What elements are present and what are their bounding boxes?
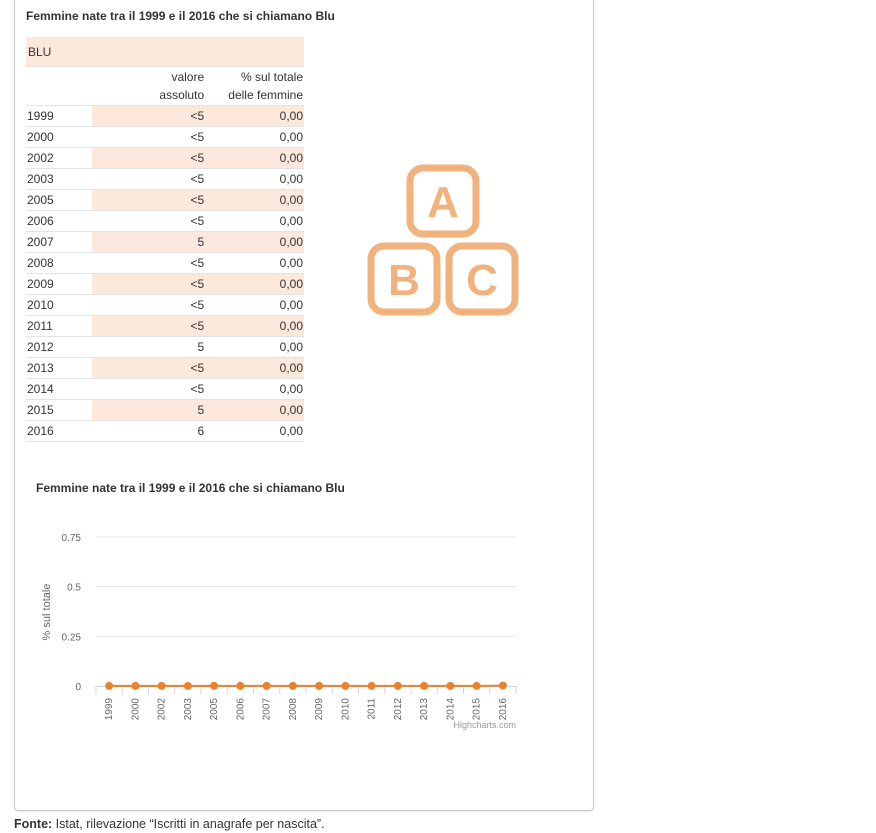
table-row: [26, 211, 304, 232]
table-row: [26, 148, 304, 169]
year-cell: 2010: [26, 295, 92, 316]
value-cell: <5: [92, 274, 210, 295]
y-tick-label: 0.75: [61, 533, 81, 544]
value-cell: <5: [92, 379, 210, 400]
x-tick-label: 2000: [130, 698, 142, 721]
year-cell: 2012: [26, 337, 92, 358]
data-point[interactable]: [315, 682, 323, 690]
value-cell: <5: [92, 148, 210, 169]
pct-cell: 0,00: [210, 379, 304, 400]
table-row: [26, 421, 304, 442]
data-point[interactable]: [394, 682, 402, 690]
x-tick-label: 2006: [235, 698, 247, 721]
data-point[interactable]: [158, 682, 166, 690]
header-pct: [210, 67, 304, 106]
y-tick-label: 0: [75, 682, 81, 693]
data-point[interactable]: [210, 682, 218, 690]
year-cell: 1999: [26, 106, 92, 127]
header-value-line2: assoluto: [159, 88, 205, 102]
value-cell: <5: [92, 211, 210, 232]
value-cell: <5: [92, 190, 210, 211]
source-note: [14, 817, 325, 831]
table-row: [26, 358, 304, 379]
x-tick-label: 2015: [471, 698, 483, 721]
source-label: Fonte:: [14, 817, 53, 831]
name-cell: BLU: [26, 37, 304, 67]
data-point[interactable]: [105, 682, 113, 690]
year-cell: 2009: [26, 274, 92, 295]
pct-cell: 0,00: [210, 295, 304, 316]
year-cell: 2003: [26, 169, 92, 190]
header-value-line1: valore: [171, 70, 205, 84]
value-cell: <5: [92, 106, 210, 127]
value-cell: 5: [92, 232, 210, 253]
header-pct-line1: % sul totale: [240, 70, 303, 84]
chart-grid: [96, 537, 516, 636]
pct-cell: 0,00: [210, 253, 304, 274]
x-tick-label: 2010: [340, 698, 352, 721]
value-cell: <5: [92, 127, 210, 148]
table-row: [26, 337, 304, 358]
pct-cell: 0,00: [210, 211, 304, 232]
value-cell: <5: [92, 316, 210, 337]
year-cell: 2008: [26, 253, 92, 274]
value-cell: <5: [92, 295, 210, 316]
table-row: [26, 316, 304, 337]
x-axis: [96, 686, 516, 720]
value-cell: <5: [92, 358, 210, 379]
x-tick-label: 2009: [314, 698, 326, 721]
pct-cell: 0,00: [210, 148, 304, 169]
pct-cell: 0,00: [210, 106, 304, 127]
value-cell: 6: [92, 421, 210, 442]
table-row: [26, 190, 304, 211]
block-a-letter: A: [427, 178, 459, 227]
pct-cell: 0,00: [210, 358, 304, 379]
year-cell: 2016: [26, 421, 92, 442]
data-point[interactable]: [131, 682, 139, 690]
y-tick-label: 0.25: [61, 632, 81, 644]
pct-cell: 0,00: [210, 127, 304, 148]
value-cell: <5: [92, 253, 210, 274]
table-title: Femmine nate tra il 1999 e il 2016 che si chiamano Blu: [26, 9, 335, 23]
table-row: [26, 274, 304, 295]
highcharts-credits-link[interactable]: Highcharts.com: [453, 720, 516, 730]
x-tick-label: 2014: [445, 698, 457, 721]
value-cell: 5: [92, 400, 210, 421]
x-tick-label: 1999: [104, 698, 116, 721]
x-tick-label: 2011: [366, 698, 378, 720]
table-row: [26, 232, 304, 253]
data-point[interactable]: [263, 682, 271, 690]
abc-blocks-icon: [366, 164, 521, 316]
source-text: Istat, rilevazione “Iscritti in anagrafe per nascita”.: [52, 817, 325, 831]
year-cell: 2015: [26, 400, 92, 421]
pct-cell: 0,00: [210, 316, 304, 337]
x-tick-label: 2002: [156, 698, 168, 721]
table-row: [26, 379, 304, 400]
year-cell: 2005: [26, 190, 92, 211]
pct-cell: 0,00: [210, 274, 304, 295]
data-point[interactable]: [446, 682, 454, 690]
x-tick-label: 2007: [261, 698, 273, 721]
value-cell: 5: [92, 337, 210, 358]
block-b-letter: B: [388, 256, 420, 305]
data-point[interactable]: [236, 682, 244, 690]
pct-cell: 0,00: [210, 400, 304, 421]
data-point[interactable]: [420, 682, 428, 690]
table-name-row: [26, 37, 304, 67]
value-cell: <5: [92, 169, 210, 190]
header-pct-line2: delle femmine: [228, 88, 303, 102]
x-tick-label: 2016: [497, 698, 509, 721]
pct-cell: 0,00: [210, 337, 304, 358]
year-cell: 2011: [26, 316, 92, 337]
header-year: [26, 67, 92, 106]
x-tick-label: 2008: [287, 698, 299, 721]
pct-cell: 0,00: [210, 232, 304, 253]
table-row: [26, 127, 304, 148]
x-tick-label: 2005: [209, 698, 221, 721]
table-row: [26, 106, 304, 127]
data-point[interactable]: [499, 682, 507, 690]
pct-cell: 0,00: [210, 169, 304, 190]
data-point[interactable]: [473, 682, 481, 690]
y-axis-label: % sul totale: [41, 583, 53, 641]
year-cell: 2000: [26, 127, 92, 148]
x-tick-label: 2013: [419, 698, 431, 721]
year-cell: 2014: [26, 379, 92, 400]
year-cell: 2013: [26, 358, 92, 379]
x-tick-label: 2003: [182, 698, 194, 721]
data-point[interactable]: [289, 682, 297, 690]
data-point[interactable]: [341, 682, 349, 690]
table-row: [26, 295, 304, 316]
year-cell: 2002: [26, 148, 92, 169]
x-tick-label: 2012: [392, 698, 404, 721]
table-row: [26, 169, 304, 190]
year-cell: 2007: [26, 232, 92, 253]
line-chart: [26, 470, 526, 740]
y-axis-ticks: [62, 533, 82, 693]
table-row: [26, 253, 304, 274]
table-row: [26, 400, 304, 421]
names-table: [26, 37, 304, 442]
pct-cell: 0,00: [210, 190, 304, 211]
header-value: [92, 67, 210, 106]
year-cell: 2006: [26, 211, 92, 232]
block-c-letter: C: [466, 256, 498, 305]
data-point[interactable]: [184, 682, 192, 690]
y-tick-label: 0.5: [67, 582, 81, 594]
pct-cell: 0,00: [210, 421, 304, 442]
chart-title: Femmine nate tra il 1999 e il 2016 che si chiamano Blu: [36, 481, 345, 495]
table-header-row: [26, 67, 304, 106]
data-point[interactable]: [368, 682, 376, 690]
